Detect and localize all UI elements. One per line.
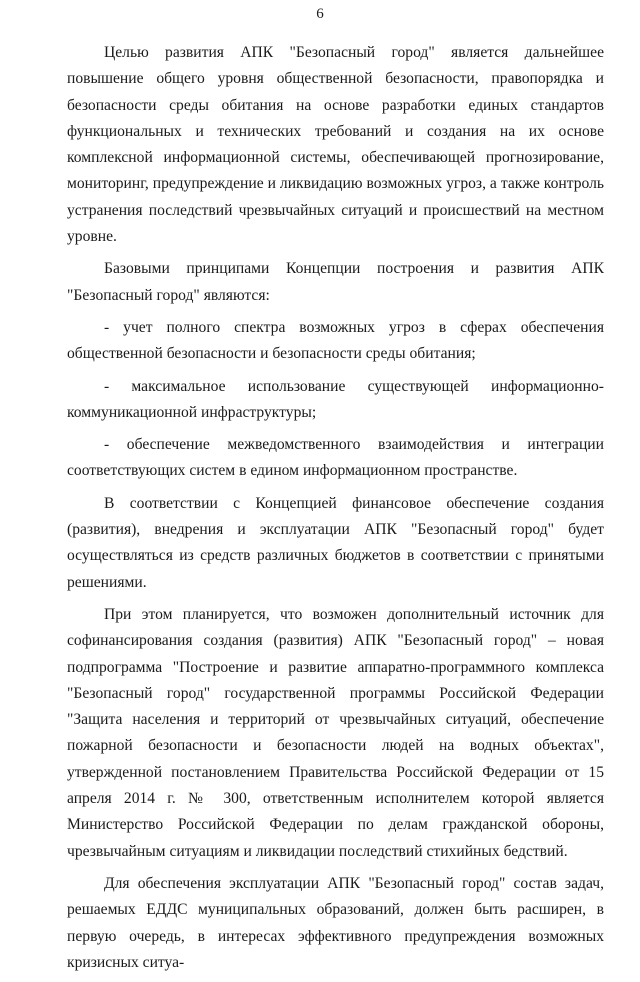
paragraph-principle-infrastructure: - максимальное использование существующей информационно-коммуникационной инфраструктуры; [67,377,604,421]
page-number: 6 [316,6,324,22]
paragraph-cofinancing: При этом планируется, что возможен дополнительный источник для софинансирования создания (развития) АПК "Безопасный город" – новая подпрограмма "Построение и развитие аппаратно-программного комплекса "Безопасный город" государственной программы Российской Федерации "Защита населения и территорий от чрезвычайных ситуаций, обеспечение пожарной безопасности и безопасности людей на водных объектах", утвержденной постановлением Правительства Российской Федерации от 15 апреля 2014 г. № 300, ответственным исполнителем которой является Министерство Российской Федерации по делам гражданской обороны, чрезвычайным ситуациям и ликвидации последствий стихийных бедствий. [67,605,604,860]
document-body [67,40,604,982]
paragraph-principle-interaction: - обеспечение межведомственного взаимодействия и интеграции соответствующих систем в едином информационном пространстве. [67,436,604,480]
paragraph-principles-intro: Базовыми принципами Концепции построения и развития АПК "Безопасный город" являются: [67,260,604,304]
paragraph-financing: В соответствии с Концепцией финансовое обеспечение создания (развития), внедрения и эксплуатации АПК "Безопасный город" будет осуществляться из средств различных бюджетов в соответствии с принятыми решениями. [67,494,604,591]
paragraph-operation-tasks: Для обеспечения эксплуатации АПК "Безопасный город" состав задач, решаемых ЕДДС муниципальных образований, должен быть расширен, в первую очередь, в интересах эффективного предупреждения возможных кризисных ситуа- [67,874,604,971]
paragraph-principle-threats: - учет полного спектра возможных угроз в сферах обеспечения общественной безопасности и безопасности среды обитания; [67,318,604,363]
paragraph-goal: Целью развития АПК "Безопасный город" является дальнейшее повышение общего уровня общественной безопасности, правопорядка и безопасности среды обитания на основе разработки единых стандартов функциональных и технических требований и создания на их основе комплексной информационной системы, обеспечивающей прогнозирование, мониторинг, предупреждение и ликвидацию возможных угроз, а также контроль устранения последствий чрезвычайных ситуаций и происшествий на местном уровне. [67,44,604,246]
